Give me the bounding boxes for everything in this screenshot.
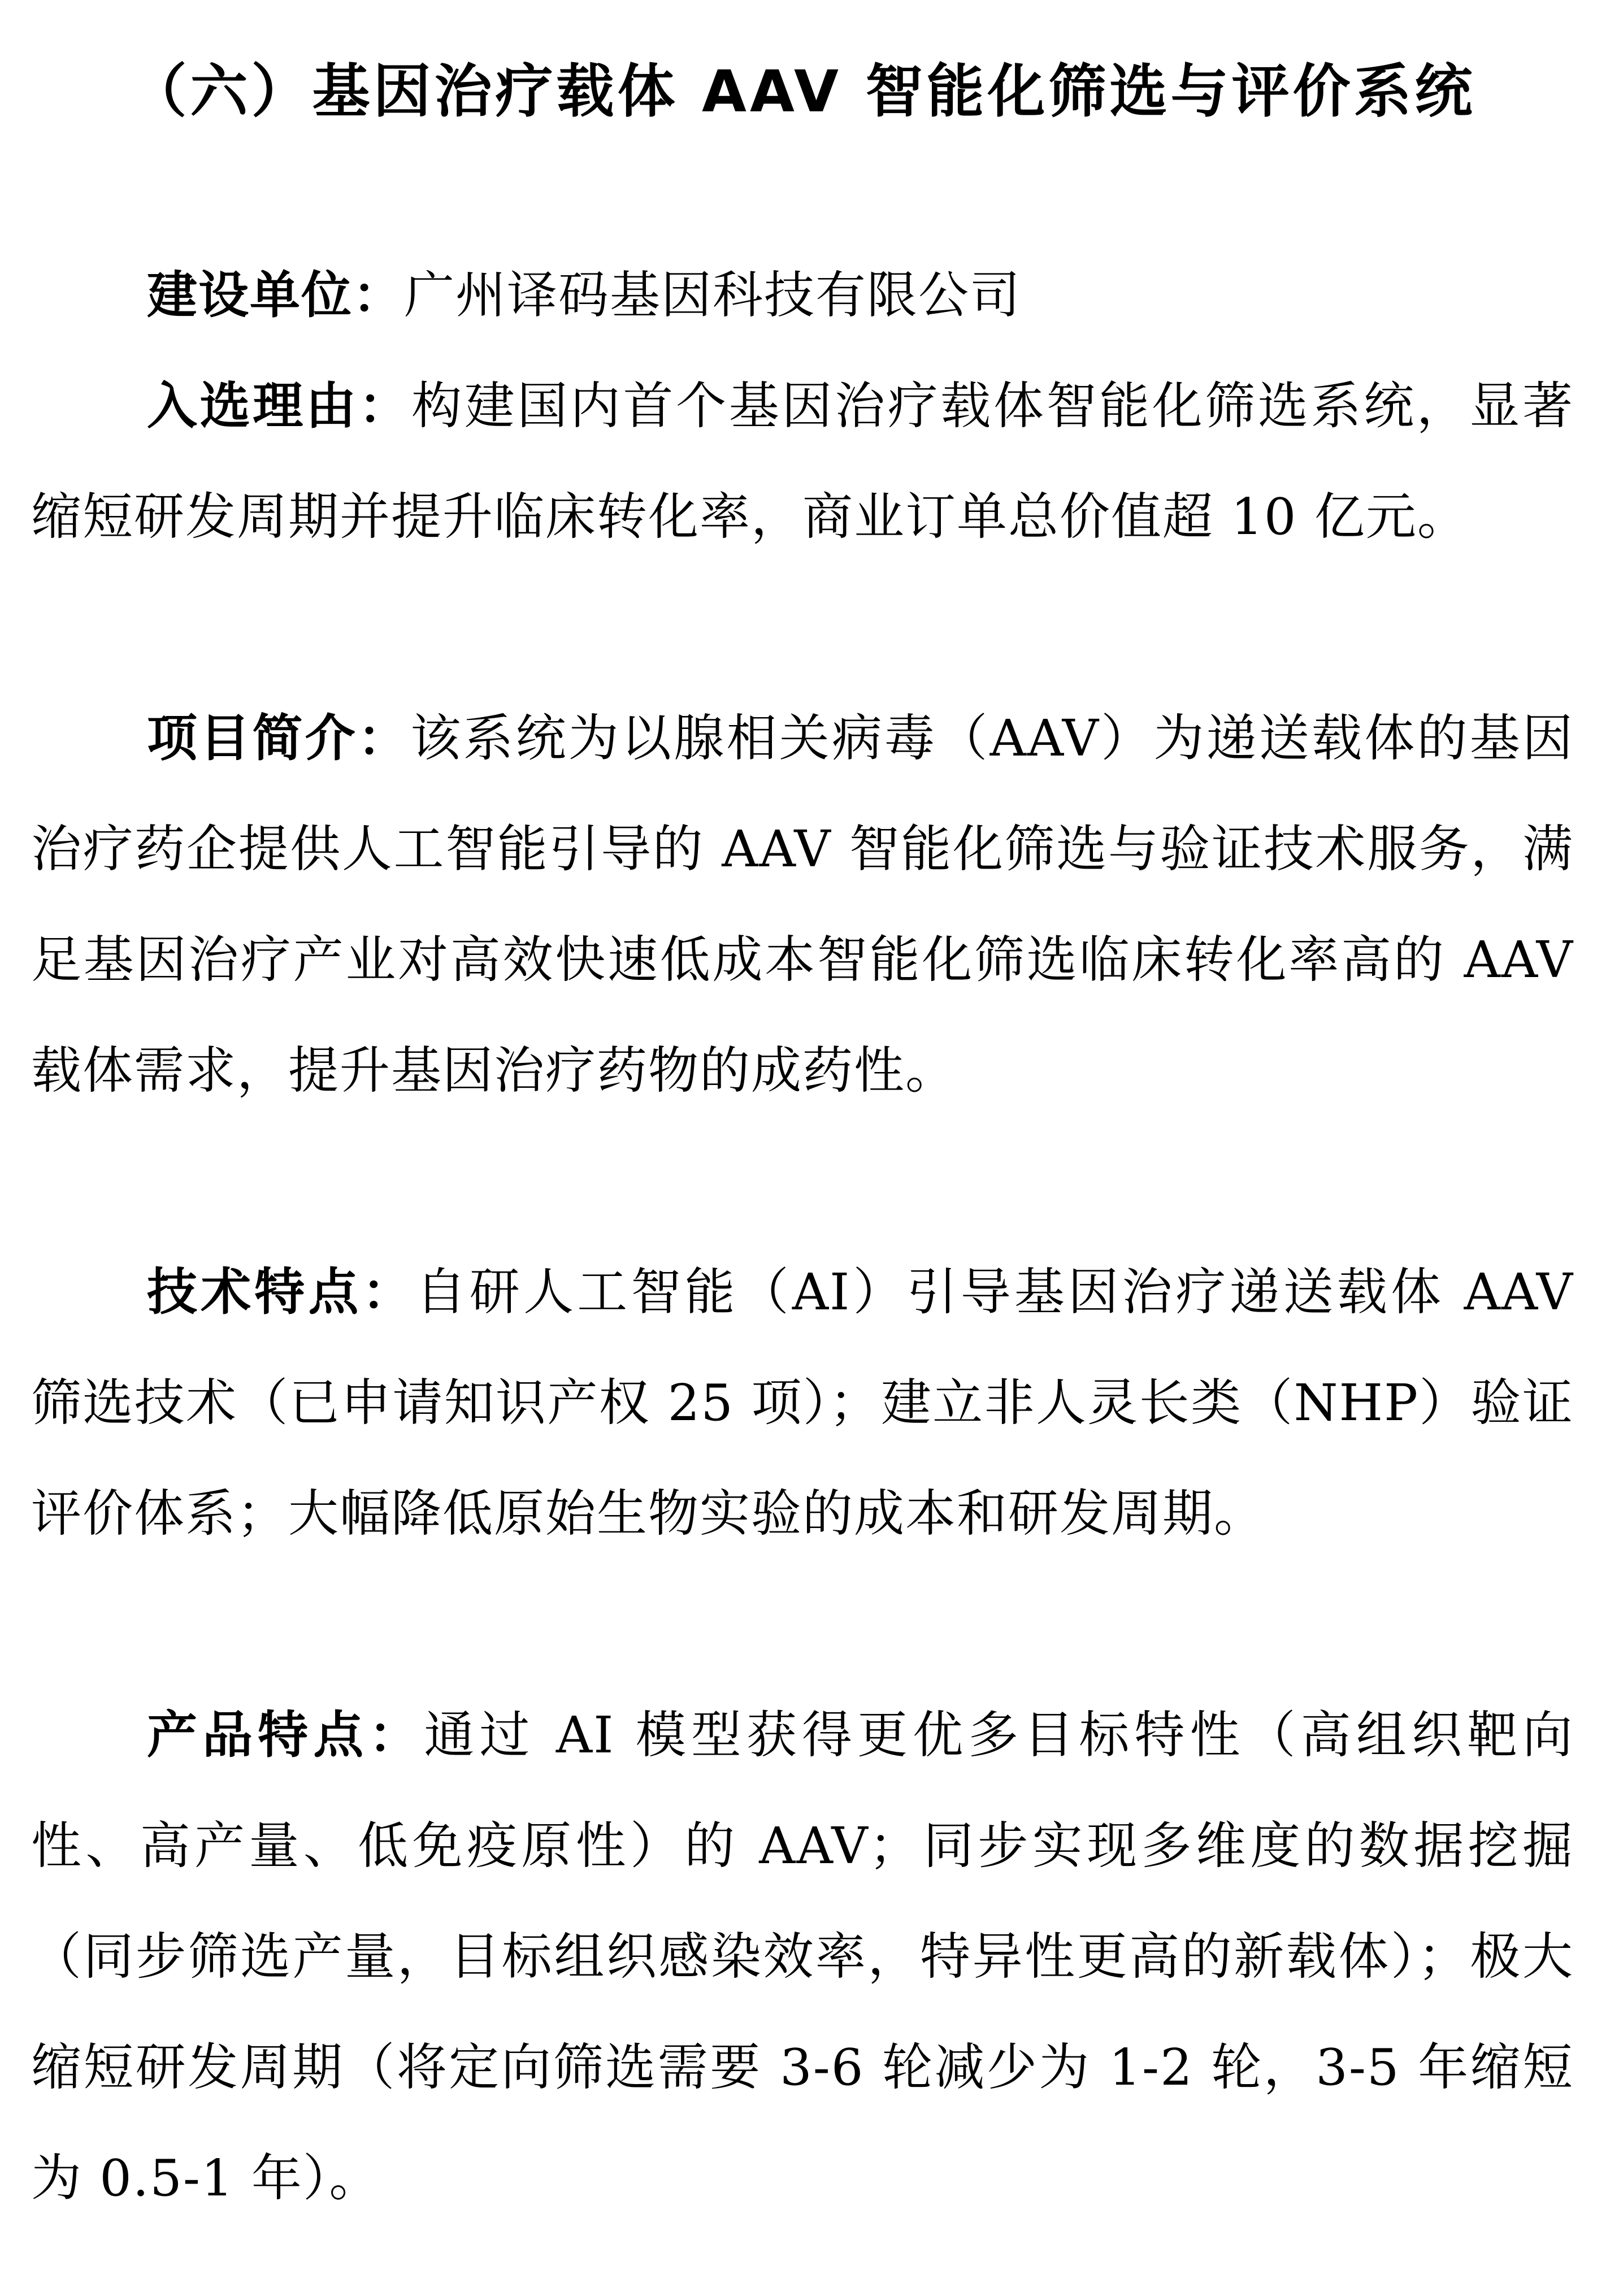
text-construction-unit: 广州译码基因科技有限公司 <box>404 266 1021 324</box>
paragraph-tech-features <box>31 1236 1574 1569</box>
label-product-features: 产品特点： <box>147 1705 424 1764</box>
text-product-features: 通过 AI 模型获得更优多目标特性（高组织靶向性、高产量、低免疫原性）的 AAV；同步实现多维度的数据挖掘（同步筛选产量，目标组织感染效率，特异性更高的新载体）；极大缩短研发周期（将定向筛选需要 3-6 轮减少为 1-2 轮，3-5 年缩短为 0.5-1 年）。 <box>31 1705 1574 2207</box>
paragraph-selection-reason <box>31 350 1574 572</box>
label-construction-unit: 建设单位： <box>147 266 404 324</box>
label-project-intro: 项目简介： <box>147 709 411 767</box>
paragraph-project-intro <box>31 683 1574 1126</box>
label-selection-reason: 入选理由： <box>147 376 412 435</box>
text-project-intro: 该系统为以腺相关病毒（AAV）为递送载体的基因治疗药企提供人工智能引导的 AAV 智能化筛选与验证技术服务，满足基因治疗产业对高效快速低成本智能化筛选临床转化率高的 AAV 载体需求，提升基因治疗药物的成药性。 <box>31 709 1574 1100</box>
paragraph-product-features <box>31 1679 1574 2233</box>
text-tech-features: 自研人工智能（AI）引导基因治疗递送载体 AAV 筛选技术（已申请知识产权 25 项）；建立非人灵长类（NHP）验证评价体系；大幅降低原始生物实验的成本和研发周期。 <box>31 1262 1574 1543</box>
paragraph-construction-unit <box>31 240 1574 350</box>
label-tech-features: 技术特点： <box>147 1262 416 1321</box>
document-title: （六）基因治疗载体 AAV 智能化筛选与评价系统 <box>129 58 1476 125</box>
text-selection-reason: 构建国内首个基因治疗载体智能化筛选系统，显著缩短研发周期并提升临床转化率，商业订单总价值超 10 亿元。 <box>31 376 1574 546</box>
